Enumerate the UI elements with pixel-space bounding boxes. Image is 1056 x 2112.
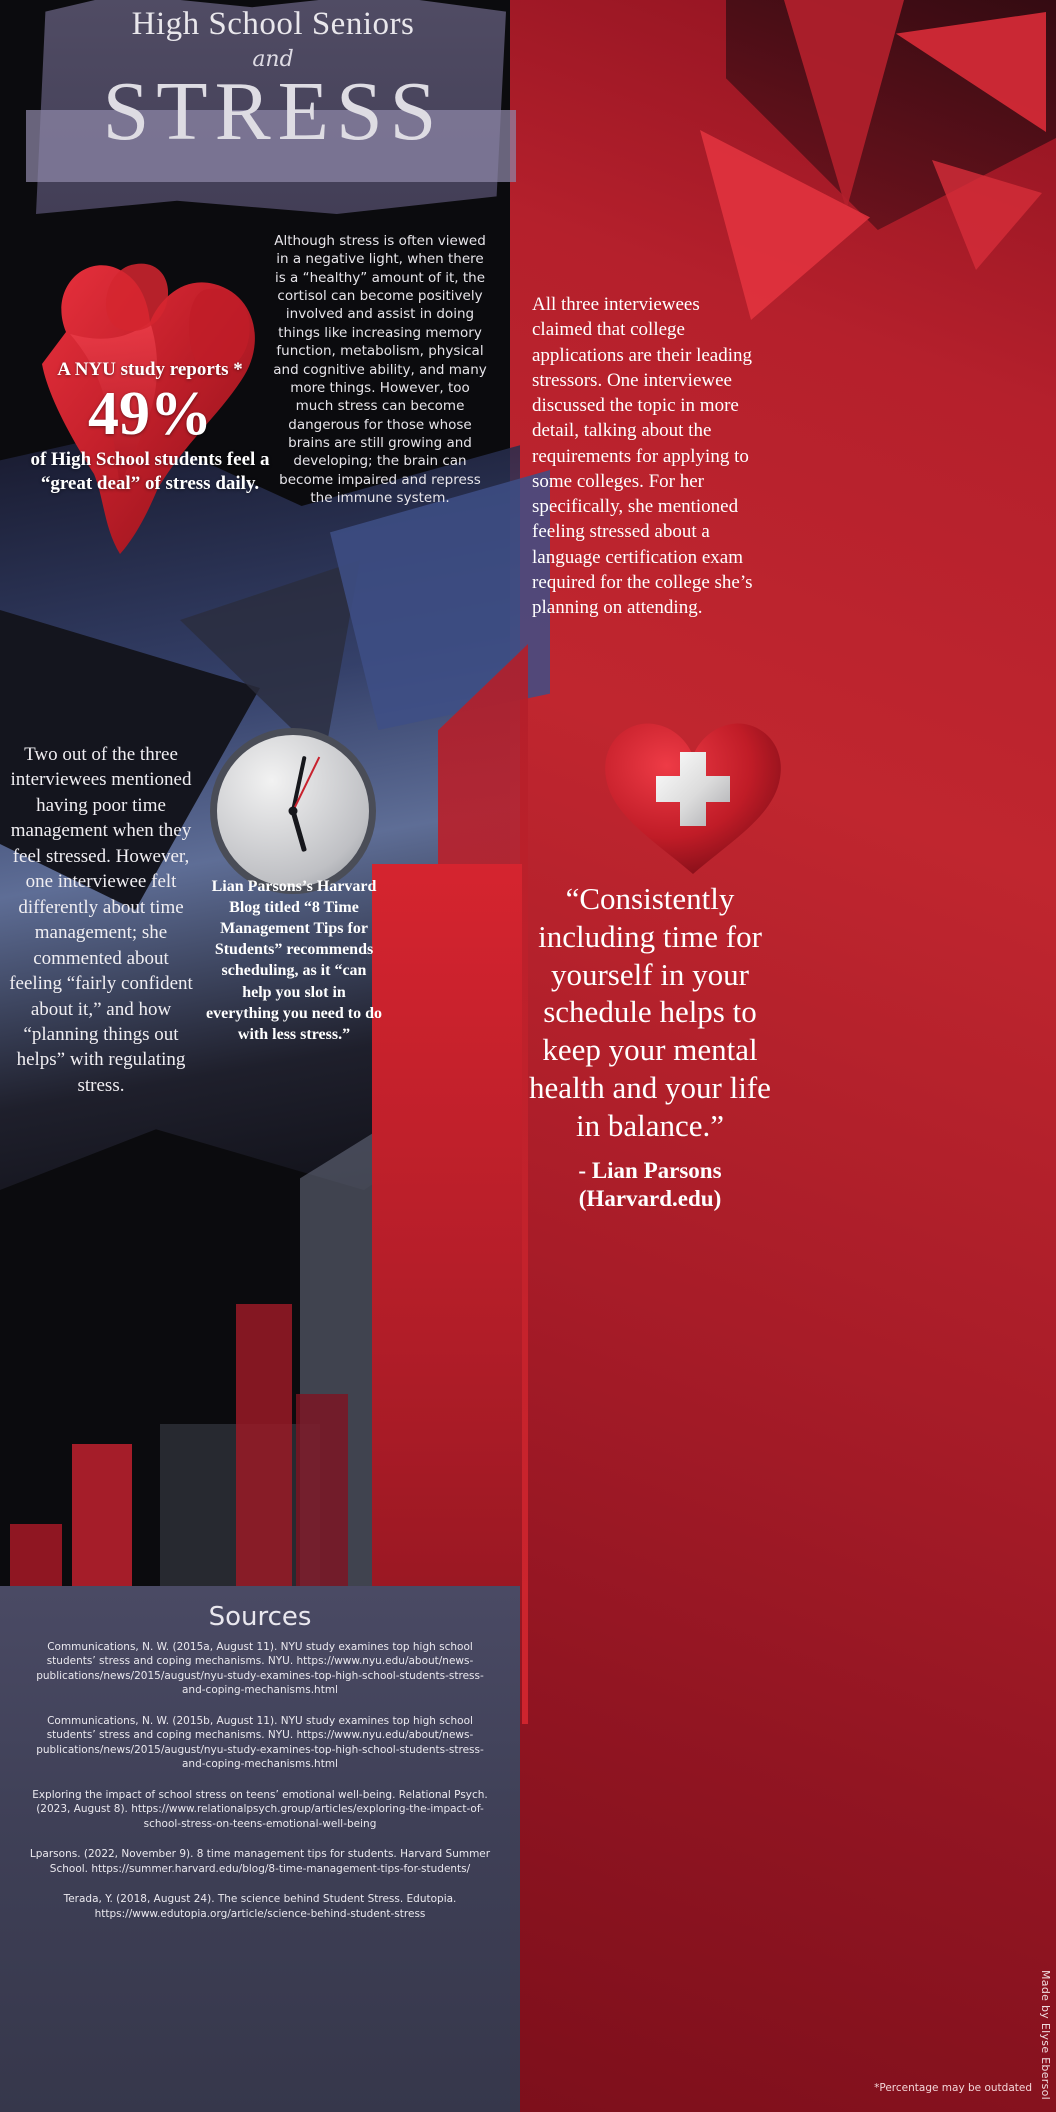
medical-heart-icon bbox=[598, 712, 788, 882]
stat-number: 49% bbox=[88, 380, 212, 449]
source-item: Terada, Y. (2018, August 24). The science behind Student Stress. Edutopia. https://www.edutopia.org/article/science-behind-student-stress bbox=[63, 1893, 457, 1920]
author-credit: Made by Elyse Ebersol bbox=[1039, 1969, 1052, 2100]
page-title bbox=[0, 6, 546, 156]
clock-hour-hand bbox=[291, 810, 307, 852]
paragraph-time-management: Two out of the three interviewees mentioned having poor time management when they feel stressed. However, one interviewee felt differently about time management; she commented about feeling “fairly confident about it,” and how “planning things out helps” with regulating stress. bbox=[9, 744, 193, 1096]
stat-callout bbox=[28, 358, 272, 495]
clock-icon bbox=[210, 748, 376, 876]
quote-text: “Consistently including time for yourself in your schedule helps to keep your mental health and your life in balance.” bbox=[529, 881, 771, 1143]
source-item: Lparsons. (2022, November 9). 8 time management tips for students. Harvard Summer School. https://summer.harvard.edu/blog/8-time-management-tips-for-students/ bbox=[29, 1848, 491, 1875]
clock-center-pin bbox=[289, 807, 298, 816]
title-line-1: High School Seniors bbox=[131, 6, 415, 42]
stat-heading: A NYU study reports * bbox=[57, 359, 243, 380]
source-item: Exploring the impact of school stress on teens’ emotional well-being. Relational Psych. (2023, August 8). https://www.relationalpsych.group/articles/exploring-the-impact-of-school-stress-on-teens-emotional-well-being bbox=[32, 1788, 488, 1830]
stat-description: of High School students feel a “great deal” of stress daily. bbox=[30, 449, 270, 494]
clock-face bbox=[210, 728, 376, 894]
sources-panel bbox=[0, 1586, 520, 2112]
source-item: Communications, N. W. (2015a, August 11). NYU study examines top high school students’ stress and coping mechanisms. NYU. https://www.nyu.edu/about/news-publications/news/2015/august/nyu-study-examines-top-high-school-students-stress-and-coping-mechanisms.html bbox=[36, 1641, 484, 1697]
sources-heading: Sources bbox=[208, 1602, 312, 1632]
paragraph-harvard-blog: Lian Parsons’s Harvard Blog titled “8 Time Management Tips for Students” recommends scheduling, as it “can help you slot in everything you need to do with less stress.” bbox=[206, 878, 382, 1043]
title-line-2: STRESS bbox=[102, 65, 444, 158]
pull-quote bbox=[520, 880, 780, 1213]
paragraph-college-applications: All three interviewees claimed that college applications are their leading stressors. One interviewee discussed the topic in more detail, talking about the requirements for applying to some colleges. For her specifically, she mentioned feeling stressed about a language certification exam required for the college she’s planning on attending. bbox=[532, 294, 753, 619]
title-connector: and bbox=[252, 47, 294, 72]
quote-attribution: - Lian Parsons (Harvard.edu) bbox=[578, 1157, 722, 1211]
footnote-percentage: *Percentage may be outdated bbox=[874, 2082, 1032, 2094]
source-item: Communications, N. W. (2015b, August 11). NYU study examines top high school students’ stress and coping mechanisms. NYU. https://www.nyu.edu/about/news-publications/news/2015/august/nyu-study-examines-top-high-school-students-stress-and-coping-mechanisms.html bbox=[36, 1714, 484, 1771]
paragraph-cortisol: Although stress is often viewed in a negative light, when there is a “healthy” amount of it, the cortisol can become positively involved and assist in doing things like increasing memory function, metabolism, physical and cognitive ability, and many more things. However, too much stress can become dangerous for those whose brains are still growing and developing; the brain can become impaired and repress the immune system. bbox=[273, 233, 487, 507]
